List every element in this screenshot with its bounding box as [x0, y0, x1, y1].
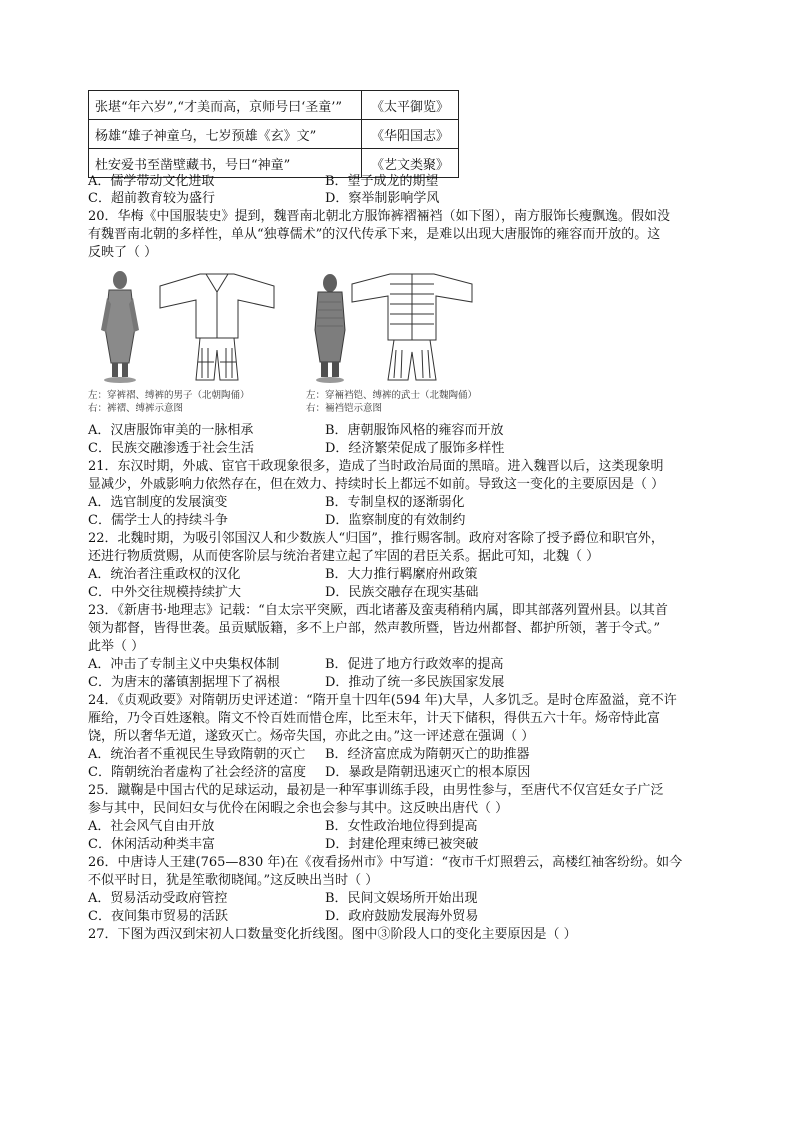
q20-stem-line: 反映了（ ） [88, 245, 158, 260]
q23-option-a: A．冲击了专制主义中央集权体制 [88, 657, 280, 672]
q21-option-b: B．专制皇权的逐渐弱化 [325, 495, 465, 510]
q26-stem-line: 不似平时日，犹是笙歌彻晓闻。”这反映出当时（ ） [88, 873, 379, 888]
figure-caption: 左：穿裤褶、缚裤的男子（北朝陶俑） [88, 390, 250, 401]
q23-option-d: D．推动了统一多民族国家发展 [325, 675, 505, 690]
q26-option-d: D．政府鼓励发展海外贸易 [325, 909, 479, 924]
q23-stem-line: 领为都督，皆得世袭。虽贡赋版籍，多不上户部，然声教所暨，皆边州都督、都护所领，著于令式。” [88, 621, 661, 636]
q24-stem-line: 饶，所以奢华无道，遂致灭亡。炀帝失国，亦此之由。”这一评述意在强调（ ） [88, 729, 535, 744]
q19-option-d: D．察举制影响学风 [325, 191, 440, 206]
table-cell-source: 《华阳国志》 [362, 120, 459, 149]
table-cell-text: 张堪“年六岁”,“才美而高，京师号曰‘圣童’” [89, 91, 362, 120]
figure-caption: 右：裲裆铠示意图 [306, 403, 383, 414]
table-cell-text: 杨雄“雄子神童乌，七岁预雄《玄》文” [89, 120, 362, 149]
table-row [89, 91, 459, 120]
figure-caption: 左：穿裲裆铠、缚裤的武士（北魏陶俑） [306, 390, 478, 401]
q23-option-c: C．为唐末的藩镇割据埋下了祸根 [88, 675, 280, 690]
q24-option-a: A．统治者不重视民生导致隋朝的灭亡 [88, 747, 306, 762]
q24-option-b: B．经济富庶成为隋朝灭亡的助推器 [325, 747, 530, 762]
table-cell-text: 杜安爱书至凿壁藏书，号曰“神童” [89, 149, 362, 178]
q21-option-a: A．选官制度的发展演变 [88, 495, 228, 510]
q26-option-c: C．夜间集市贸易的活跃 [88, 909, 228, 924]
q24-stem-line: 雁给，乃令百姓逐粮。隋文不怜百姓而惜仓库，比至末年，计天下储积，得供五六十年。炀帝恃此富 [88, 711, 661, 726]
q20-option-d: D．经济繁荣促成了服饰多样性 [325, 441, 505, 456]
q22-stem-line: 22．北魏时期，为吸引邻国汉人和少数族人“归国”，推行赐客制。政府对客除了授予爵位和职官外， [88, 531, 664, 546]
q25-option-a: A．社会风气自由开放 [88, 819, 215, 834]
q25-stem-line: 25．蹴鞠是中国古代的足球运动，最初是一种军事训练手段，由男性参与，至唐代不仅宫廷女子广泛 [88, 783, 664, 798]
q25-option-d: D．封建伦理束缚已被突破 [325, 837, 479, 852]
q22-option-d: D．民族交融存在现实基础 [325, 585, 479, 600]
q25-option-c: C．休闲活动种类丰富 [88, 837, 215, 852]
q23-stem-line: 此举（ ） [88, 639, 145, 654]
q21-stem-line: 21．东汉时期，外戚、宦官干政现象很多，造成了当时政治局面的黑暗。进入魏晋以后，这类现象明 [88, 459, 664, 474]
q25-stem-line: 参与其中，民间妇女与优伶在闲暇之余也会参与其中。这反映出唐代（ ） [88, 801, 509, 816]
table-cell-source: 《艺文类聚》 [362, 149, 459, 178]
q24-option-d: D．暴政是隋朝迅速灭亡的根本原因 [325, 765, 531, 780]
figure-caption: 右：裤褶、缚裤示意图 [88, 403, 184, 414]
q19-option-a: A．儒学带动文化进取 [88, 174, 215, 189]
q19-option-b: B．望子成龙的期望 [325, 174, 439, 189]
q24-stem-line: 24．《贞观政要》对隋朝历史评述道：“隋开皇十四年(594 年)大旱，人多饥乏。是时仓库盈溢，竟不许 [88, 693, 677, 708]
q20-stem-line: 有魏晋南北朝的多样性，单从“独尊儒术”的汉代传承下来，是难以出现大唐服饰的雍容而开放的。这 [88, 227, 661, 242]
figurine-warrior-image [310, 272, 350, 384]
q21-option-c: C．儒学士人的持续斗争 [88, 513, 228, 528]
q23-option-b: B．促进了地方行政效率的提高 [325, 657, 504, 672]
q22-stem-line: 还进行物质赏赐，从而使客阶层与统治者建立起了牢固的君臣关系。据此可知，北魏（ ） [88, 549, 600, 564]
q22-option-c: C．中外交往规模持续扩大 [88, 585, 241, 600]
q20-option-a: A．汉唐服饰审美的一脉相承 [88, 423, 254, 438]
q26-stem-line: 26．中唐诗人王建(765—830 年)在《夜看扬州市》中写道：“夜市千灯照碧云，高楼红袖客纷纷。如今 [88, 855, 683, 870]
q26-option-a: A．贸易活动受政府管控 [88, 891, 228, 906]
q19-option-c: C．超前教育较为盛行 [88, 191, 215, 206]
table-cell-source: 《太平御览》 [362, 91, 459, 120]
q22-option-a: A．统治者注重政权的汉化 [88, 567, 241, 582]
q24-option-c: C．隋朝统治者虚构了社会经济的富度 [88, 765, 306, 780]
q27-stem-line: 27．下图为西汉到宋初人口数量变化折线图。图中③阶段人口的变化主要原因是（ ） [88, 927, 577, 942]
armor-diagram [350, 270, 475, 386]
q21-stem-line: 显减少，外戚影响力依然存在，但在效力、持续时长上都远不如前。导致这一变化的主要原因是（ ） [88, 477, 665, 492]
q20-option-b: B．唐朝服饰风格的雍容而开放 [325, 423, 504, 438]
q22-option-b: B．大力推行羁縻府州政策 [325, 567, 478, 582]
q21-option-d: D．监察制度的有效制约 [325, 513, 466, 528]
q20-stem-line: 20．华梅《中国服装史》提到，魏晋南北朝北方服饰裤褶裲裆（如下图），南方服饰长瘦飘逸。假如没 [88, 209, 671, 224]
figurine-man-image [95, 268, 145, 384]
q23-stem-line: 23．《新唐书·地理志》记载：“自太宗平突厥，西北诸蕃及蛮夷稍稍内属，即其部落列置州县。以其首 [88, 603, 668, 618]
q25-option-b: B．女性政治地位得到提高 [325, 819, 478, 834]
table-row [89, 120, 459, 149]
q26-option-b: B．民间文娱场所开始出现 [325, 891, 478, 906]
q20-option-c: C．民族交融渗透于社会生活 [88, 441, 254, 456]
trousers-diagram [158, 270, 276, 386]
source-table [88, 90, 459, 178]
